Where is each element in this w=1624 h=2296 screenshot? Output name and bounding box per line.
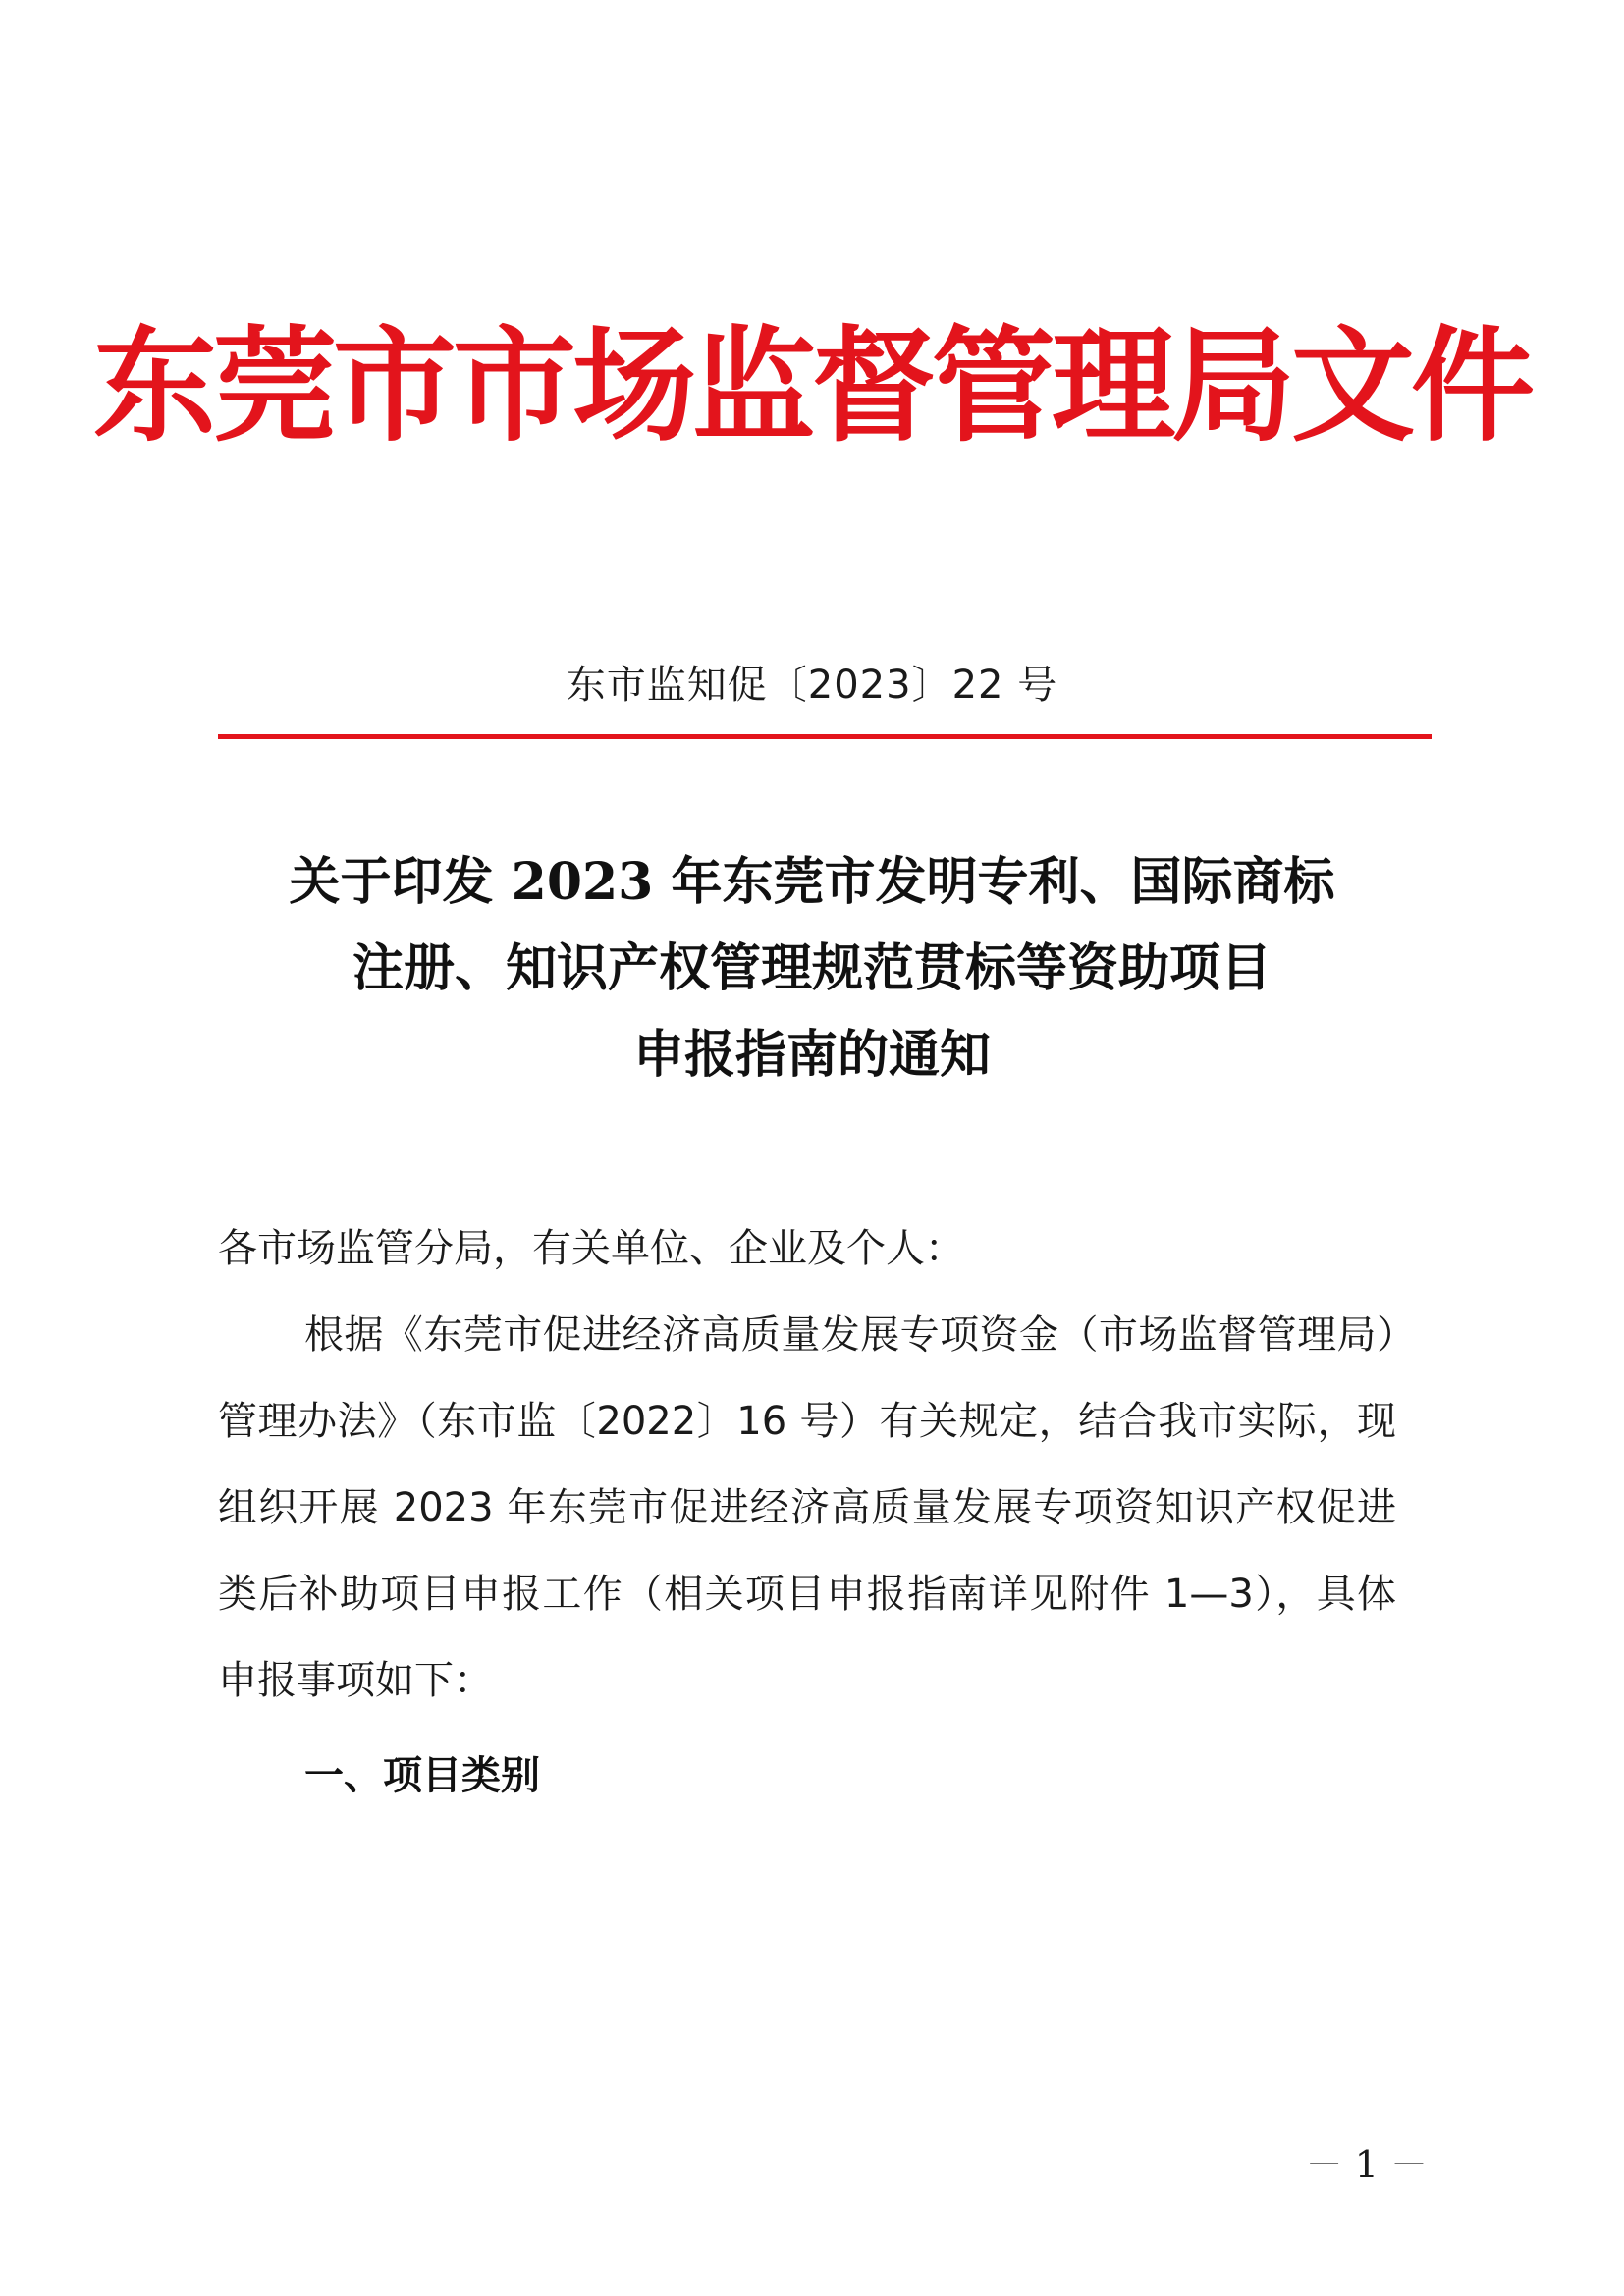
title-line-3: 申报指南的通知 (632, 1025, 991, 1085)
title-line-2: 注册、知识产权管理规范贯标等资助项目 (352, 938, 1272, 998)
document-body (218, 1205, 1396, 1724)
document-number: 东市监知促〔2023〕22 号 (566, 663, 1058, 708)
section-heading-project-category: 一、项目类别 (304, 1753, 540, 1798)
document-title (147, 839, 1477, 1098)
title-line-1: 关于印发 2023 年东莞市发明专利、国际商标 (289, 852, 1335, 912)
body-paragraph: 根据《东莞市促进经济高质量发展专项资金（市场监督管理局）管理办法》（东市监〔2022〕16 号）有关规定，结合我市实际，现组织开展 2023 年东莞市促进经济高质量发展专项资知识产权促进类后补助项目申报工作（相关项目申报指南详见附件 1—3），具体申报事项如下： (218, 1312, 1396, 1703)
red-separator-line (218, 734, 1432, 739)
page-number: － 1 － (1305, 2143, 1428, 2186)
issuer-masthead: 东莞市市场监督管理局文件 (93, 313, 1531, 458)
salutation: 各市场监管分局，有关单位、企业及个人： (218, 1226, 964, 1271)
